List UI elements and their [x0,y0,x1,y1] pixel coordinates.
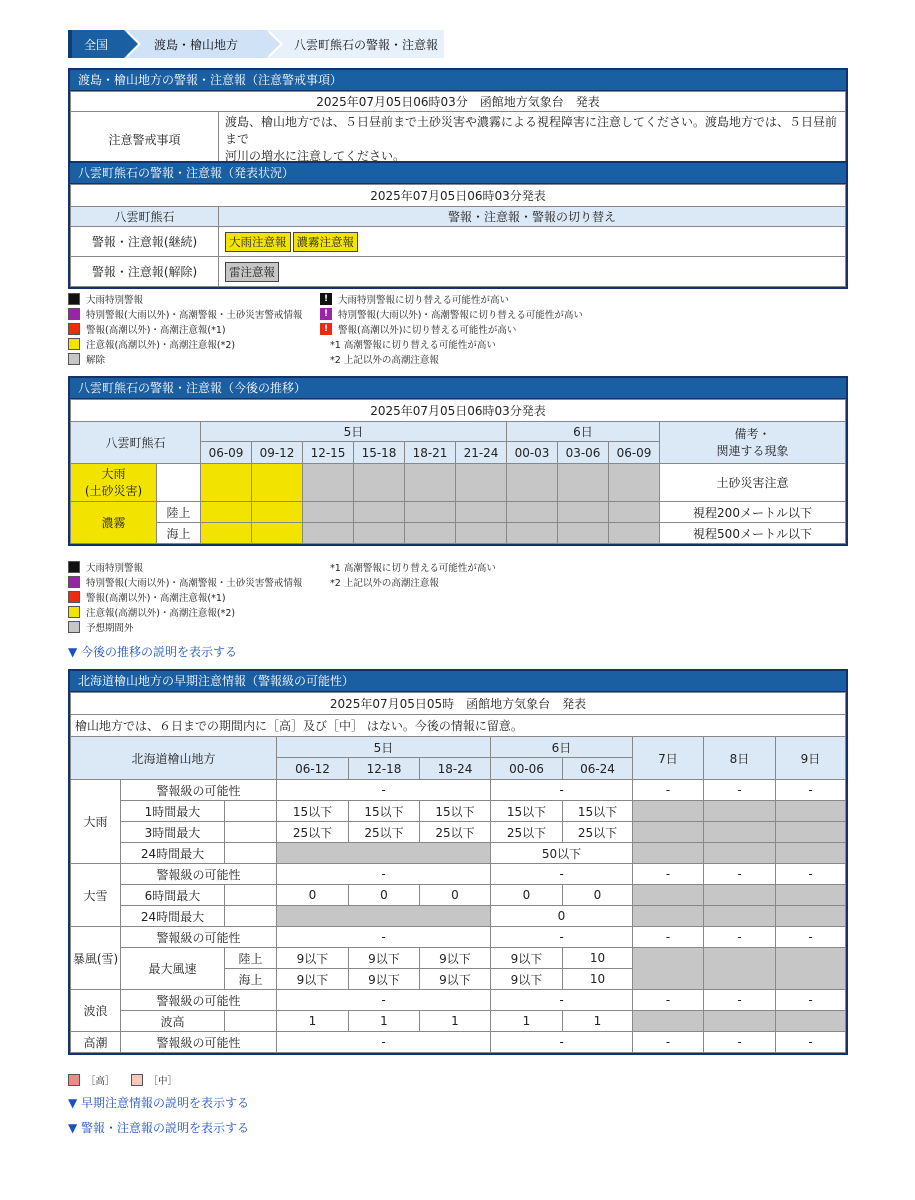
time-header: 18-24 [420,758,491,780]
breadcrumb-national[interactable] [68,30,124,58]
remark: 視程200メートル以下 [660,502,846,523]
time-header: 18-21 [405,442,456,464]
row-label: 注意警戒事項 [71,112,219,168]
swatch-purple [68,308,80,320]
forecast-cell [303,523,354,544]
forecast-cell [609,523,660,544]
panel-title: 渡島・檜山地方の警報・注意報（注意警戒事項） [70,70,846,91]
forecast-cell [201,523,252,544]
forecast-cell [558,523,609,544]
forecast-cell [405,502,456,523]
forecast-cell [405,464,456,502]
forecast-cell [507,502,558,523]
time-header: 06-24 [563,758,633,780]
breadcrumb-current [266,30,444,58]
forecast-cell [252,502,303,523]
fog-label: 濃霧 [71,502,157,544]
day-header: 5日 [201,422,507,442]
fog-advisory-chip: 濃霧注意報 [293,232,359,252]
panel-title: 北海道檜山地方の早期注意情報（警報級の可能性） [70,671,846,692]
day-header: 9日 [776,737,846,780]
forecast-cell [507,464,558,502]
panel-title: 八雲町熊石の警報・注意報（発表状況） [70,163,846,184]
panel-title: 八雲町熊石の警報・注意報（今後の推移） [70,378,846,399]
forecast-cell [609,502,660,523]
swatch-black [68,561,80,573]
breadcrumb [68,30,848,58]
issued-line: 2025年07月05日05時 函館地方気象台 発表 [71,693,846,715]
day-header: 7日 [633,737,704,780]
time-header: 00-03 [507,442,558,464]
time-header: 03-06 [558,442,609,464]
legend-early: ［高］ ［中］ [68,1072,177,1088]
phenomenon-label: 大雨 [71,780,121,864]
forecast-cell [201,464,252,502]
sub-label: 陸上 [157,502,201,523]
possibility-label: 警報級の可能性 [121,990,277,1011]
possibility-label: 警報級の可能性 [121,780,277,801]
swatch-red [68,323,80,335]
day-header: 8日 [704,737,776,780]
forecast-cell [405,523,456,544]
swatch-yellow [68,606,80,618]
issued-line: 2025年07月05日06時03分 函館地方気象台 発表 [71,92,846,112]
breadcrumb-label: 渡島・檜山地方 [154,37,239,52]
sub-label: 海上 [157,523,201,544]
swatch-purple [68,576,80,588]
phenomenon-label: 高潮 [71,1032,121,1053]
col-warnings: 警報・注意報・警報の切り替え [219,207,846,227]
swatch-mid [131,1074,143,1086]
swatch-grey [68,353,80,365]
forecast-cell [507,523,558,544]
caution-items-panel [68,68,848,170]
time-header: 06-09 [609,442,660,464]
possibility-label: 警報級の可能性 [121,864,277,885]
early-warning-panel: 北海道檜山地方の早期注意情報（警報級の可能性） 2025年07月05日05時 函館地方気象台 発表 檜山地方では、６日までの期間内に［高］及び［中］ はない。今後の情報に留意。 北海道檜山地方 5日 6日 7日 8日 9日 06-12 12-18 18-24 00-06 06-24 大雨 警報級の可能性 - - - - - 1時間最大 15以下 15以下 15以下 15以下 15以下 3時間最大 25以下 25以下 25以下 25以下 25以下 24時間最大 50以下 大雪 警報級の可能性 - - - - - 6時間最大 0 0 0 0 0 24時間最大 0 暴風(雪) 警報級の可能性 - - - - - 最大風速 陸上 9以下 9以下 9以下 9以下 10 海上 9以下 9以下 9以下 9以下 10 波浪 警報級の可能性 - - - - - 波高 1 1 1 1 1 高潮 警報級の可能性 - - - - - [68,669,848,1055]
caution-text: 渡島、檜山地方では、５日昼前まで土砂災害や濃霧による視程障害に注意してください。渡島地方では、５日昼前まで 河川の増水に注意してください。 [219,112,846,168]
forecast-transition-panel [68,376,848,546]
forecast-cell [303,502,354,523]
forecast-cell [456,464,507,502]
heavy-rain-label: 大雨 (土砂災害) [71,464,157,502]
col-area: 八雲町熊石 [71,207,219,227]
show-transition-explanation-link[interactable]: ▼ 今後の推移の説明を表示する [68,645,238,659]
forecast-cell [252,464,303,502]
phenomenon-label: 暴風(雪) [71,927,121,990]
day-header: 6日 [491,737,633,758]
show-early-warning-explanation-link[interactable]: ▼ 早期注意情報の説明を表示する [68,1096,250,1110]
time-header: 12-18 [349,758,420,780]
forecast-cell [558,502,609,523]
swatch-grey [68,621,80,633]
swatch-black [68,293,80,305]
forecast-cell [354,464,405,502]
issued-line: 2025年07月05日06時03分発表 [71,400,846,422]
breadcrumb-label: 全国 [84,37,109,52]
show-warning-explanation-link[interactable]: ▼ 警報・注意報の説明を表示する [68,1121,250,1135]
phenomenon-label: 波浪 [71,990,121,1032]
area-header: 北海道檜山地方 [71,737,277,780]
remark: 視程500メートル以下 [660,523,846,544]
row-label: 警報・注意報(継続) [71,227,219,257]
exclamation-icon: ! [320,323,332,335]
status-panel [68,161,848,289]
area-header: 八雲町熊石 [71,422,201,464]
swatch-yellow [68,338,80,350]
forecast-cell [609,464,660,502]
remarks-header: 備考・ 関連する現象 [660,422,846,464]
exclamation-icon: ! [320,293,332,305]
heavy-rain-advisory-chip: 大雨注意報 [225,232,291,252]
thunder-advisory-chip: 雷注意報 [225,262,279,282]
forecast-cell [558,464,609,502]
remark: 土砂災害注意 [660,464,846,502]
breadcrumb-label: 八雲町熊石の警報・注意報 [294,37,439,52]
day-header: 6日 [507,422,660,442]
issued-line: 2025年07月05日06時03分発表 [71,185,846,207]
swatch-high [68,1074,80,1086]
time-header: 21-24 [456,442,507,464]
possibility-label: 警報級の可能性 [121,1032,277,1053]
summary-note: 檜山地方では、６日までの期間内に［高］及び［中］ はない。今後の情報に留意。 [71,715,846,737]
time-header: 09-12 [252,442,303,464]
time-header: 12-15 [303,442,354,464]
breadcrumb-region[interactable] [124,30,266,58]
day-header: 5日 [277,737,491,758]
forecast-cell [201,502,252,523]
forecast-cell [303,464,354,502]
forecast-cell [354,523,405,544]
possibility-label: 警報級の可能性 [121,927,277,948]
forecast-cell [354,502,405,523]
time-header: 15-18 [354,442,405,464]
forecast-cell [252,523,303,544]
phenomenon-label: 大雪 [71,864,121,927]
exclamation-icon: ! [320,308,332,320]
row-label: 警報・注意報(解除) [71,257,219,287]
legend-transition: 大雨特別警報 特別警報(大雨以外)・高潮警報・土砂災害警戒情報 警報(高潮以外)・高潮注意報(*1) 注意報(高潮以外)・高潮注意報(*2) 予想期間外 *1 高潮警報に切り替える可能性が高い *2 上記以外の高潮注意報 [68,559,848,637]
legend-status: 大雨特別警報 特別警報(大雨以外)・高潮警報・土砂災害警戒情報 警報(高潮以外)・高潮注意報(*1) 注意報(高潮以外)・高潮注意報(*2) 解除 ! 大雨特別警報に切り替える可能性が高い ! 特別警報(大雨以外)・高潮警報に切り替える可能性が高い ! 警報(高潮以外)に切り替える可能性が高い *1 高潮警報に切り替える可能性が高い *2 上記以外の高潮注意報 [68,291,848,367]
time-header: 06-12 [277,758,349,780]
swatch-red [68,591,80,603]
forecast-cell [456,502,507,523]
forecast-cell [456,523,507,544]
time-header: 06-09 [201,442,252,464]
time-header: 00-06 [491,758,563,780]
